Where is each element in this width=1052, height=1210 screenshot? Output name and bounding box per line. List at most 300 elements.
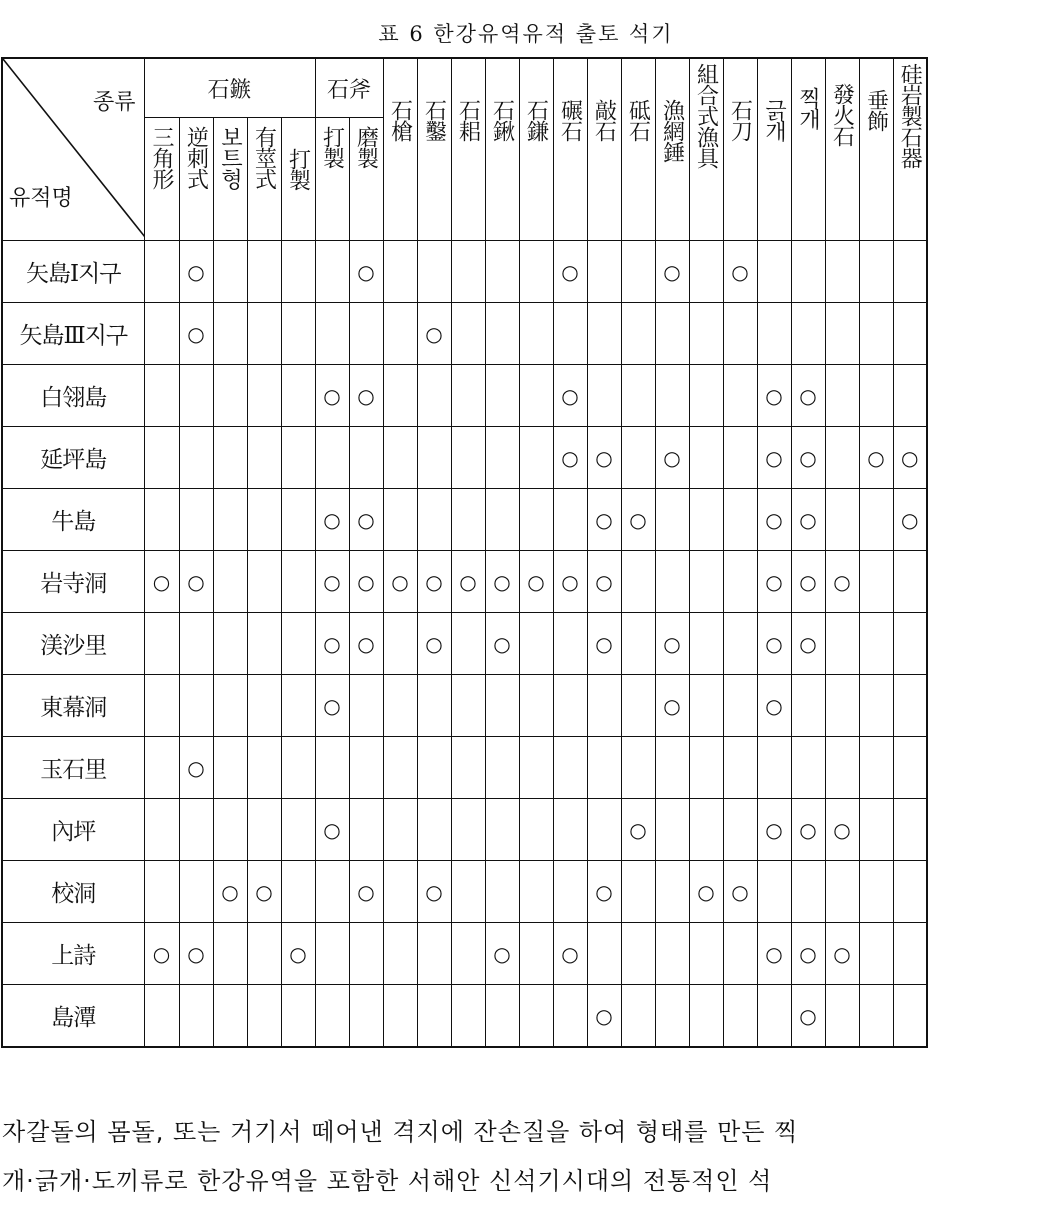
empty-cell (451, 861, 485, 923)
presence-mark-cell: ○ (451, 551, 485, 613)
empty-cell (893, 551, 927, 613)
empty-cell (179, 799, 213, 861)
empty-cell (621, 923, 655, 985)
empty-cell (349, 799, 383, 861)
presence-mark-cell: ○ (757, 551, 791, 613)
empty-cell (689, 365, 723, 427)
empty-cell (451, 985, 485, 1048)
presence-mark-cell: ○ (485, 613, 519, 675)
empty-cell (621, 985, 655, 1048)
empty-cell (213, 489, 247, 551)
group-header-arrowhead: 石鏃 (144, 58, 315, 118)
presence-mark-cell: ○ (179, 923, 213, 985)
site-name-cell: 矢島Ⅰ지구 (2, 241, 144, 303)
empty-cell (519, 303, 553, 365)
presence-mark-cell: ○ (417, 303, 451, 365)
presence-mark-cell: ○ (315, 365, 349, 427)
presence-mark-cell: ○ (315, 551, 349, 613)
empty-cell (791, 675, 825, 737)
empty-cell (519, 489, 553, 551)
empty-cell (553, 489, 587, 551)
empty-cell (791, 303, 825, 365)
empty-cell (859, 737, 893, 799)
empty-cell (349, 737, 383, 799)
sub-header-yuyeong: 有莖式 (247, 118, 281, 241)
presence-mark-cell: ○ (893, 427, 927, 489)
empty-cell (315, 303, 349, 365)
empty-cell (689, 923, 723, 985)
paragraph-line: 자갈돌의 몸돌, 또는 거기서 떼어낸 격지에 잔손질을 하여 형태를 만든 찍 (2, 1118, 799, 1146)
empty-cell (349, 923, 383, 985)
empty-cell (383, 241, 417, 303)
empty-cell (281, 427, 315, 489)
sub-header-samgak: 三角形 (144, 118, 179, 241)
empty-cell (893, 737, 927, 799)
empty-cell (383, 489, 417, 551)
empty-cell (451, 365, 485, 427)
table-row (2, 241, 927, 303)
empty-cell (587, 365, 621, 427)
empty-cell (859, 923, 893, 985)
empty-cell (893, 985, 927, 1048)
empty-cell (213, 241, 247, 303)
empty-cell (247, 613, 281, 675)
empty-cell (757, 737, 791, 799)
empty-cell (825, 737, 859, 799)
presence-mark-cell: ○ (757, 365, 791, 427)
empty-cell (383, 675, 417, 737)
empty-cell (281, 489, 315, 551)
presence-mark-cell: ○ (825, 799, 859, 861)
empty-cell (315, 923, 349, 985)
empty-cell (553, 737, 587, 799)
empty-cell (213, 551, 247, 613)
empty-cell (281, 551, 315, 613)
empty-cell (859, 799, 893, 861)
empty-cell (791, 737, 825, 799)
empty-cell (485, 241, 519, 303)
empty-cell (383, 799, 417, 861)
corner-header-cell (2, 58, 144, 241)
empty-cell (451, 923, 485, 985)
empty-cell (281, 985, 315, 1048)
empty-cell (213, 427, 247, 489)
empty-cell (655, 303, 689, 365)
empty-cell (247, 799, 281, 861)
presence-mark-cell: ○ (315, 675, 349, 737)
col-header-goseok: 敲石 (587, 58, 621, 241)
empty-cell (349, 303, 383, 365)
empty-cell (893, 861, 927, 923)
empty-cell (553, 985, 587, 1048)
corner-type-label: 종류 (92, 90, 136, 115)
empty-cell (247, 675, 281, 737)
presence-mark-cell: ○ (757, 427, 791, 489)
empty-cell (144, 427, 179, 489)
empty-cell (689, 241, 723, 303)
presence-mark-cell: ○ (825, 551, 859, 613)
empty-cell (451, 613, 485, 675)
empty-cell (417, 427, 451, 489)
presence-mark-cell: ○ (587, 427, 621, 489)
empty-cell (315, 427, 349, 489)
empty-cell (893, 303, 927, 365)
presence-mark-cell: ○ (144, 923, 179, 985)
site-name-cell: 白翎島 (2, 365, 144, 427)
presence-mark-cell: ○ (281, 923, 315, 985)
empty-cell (757, 303, 791, 365)
empty-cell (417, 675, 451, 737)
empty-cell (383, 861, 417, 923)
empty-cell (621, 861, 655, 923)
empty-cell (689, 613, 723, 675)
col-header-johap: 組合式漁具 (689, 58, 723, 241)
presence-mark-cell: ○ (179, 551, 213, 613)
col-header-eomangchu: 漁網錘 (655, 58, 689, 241)
presence-mark-cell: ○ (179, 737, 213, 799)
empty-cell (281, 861, 315, 923)
table-row (2, 861, 927, 923)
empty-cell (859, 365, 893, 427)
presence-mark-cell: ○ (893, 489, 927, 551)
presence-mark-cell: ○ (825, 923, 859, 985)
empty-cell (859, 241, 893, 303)
empty-cell (485, 489, 519, 551)
empty-cell (179, 861, 213, 923)
empty-cell (383, 427, 417, 489)
empty-cell (485, 365, 519, 427)
empty-cell (689, 489, 723, 551)
empty-cell (655, 923, 689, 985)
empty-cell (723, 737, 757, 799)
empty-cell (417, 241, 451, 303)
empty-cell (757, 985, 791, 1048)
presence-mark-cell: ○ (791, 923, 825, 985)
empty-cell (315, 985, 349, 1048)
empty-cell (213, 303, 247, 365)
empty-cell (723, 365, 757, 427)
empty-cell (451, 737, 485, 799)
empty-cell (144, 365, 179, 427)
empty-cell (485, 303, 519, 365)
empty-cell (144, 489, 179, 551)
empty-cell (144, 737, 179, 799)
empty-cell (757, 861, 791, 923)
site-name-cell: 延坪島 (2, 427, 144, 489)
empty-cell (247, 985, 281, 1048)
presence-mark-cell: ○ (485, 923, 519, 985)
col-header-gyuam: 硅岩製石器 (893, 58, 927, 241)
presence-mark-cell: ○ (757, 799, 791, 861)
empty-cell (281, 613, 315, 675)
presence-mark-cell: ○ (757, 613, 791, 675)
empty-cell (213, 365, 247, 427)
presence-mark-cell: ○ (553, 551, 587, 613)
presence-mark-cell: ○ (179, 241, 213, 303)
empty-cell (791, 861, 825, 923)
empty-cell (383, 985, 417, 1048)
empty-cell (417, 985, 451, 1048)
empty-cell (655, 489, 689, 551)
presence-mark-cell: ○ (621, 799, 655, 861)
presence-mark-cell: ○ (519, 551, 553, 613)
paragraph-line: 개·긁개·도끼류로 한강유역을 포함한 서해안 신석기시대의 전통적인 석 (2, 1167, 773, 1195)
presence-mark-cell: ○ (417, 551, 451, 613)
empty-cell (859, 551, 893, 613)
col-header-jjikgae: 찍개 (791, 58, 825, 241)
presence-mark-cell: ○ (723, 241, 757, 303)
table-row (2, 613, 927, 675)
col-header-seokchang: 石槍 (383, 58, 417, 241)
table-row (2, 799, 927, 861)
presence-mark-cell: ○ (655, 675, 689, 737)
empty-cell (893, 365, 927, 427)
empty-cell (144, 861, 179, 923)
presence-mark-cell: ○ (485, 551, 519, 613)
empty-cell (825, 489, 859, 551)
site-name-cell: 岩寺洞 (2, 551, 144, 613)
empty-cell (723, 303, 757, 365)
empty-cell (144, 985, 179, 1048)
empty-cell (179, 613, 213, 675)
presence-mark-cell: ○ (791, 985, 825, 1048)
empty-cell (349, 427, 383, 489)
presence-mark-cell: ○ (655, 427, 689, 489)
empty-cell (825, 985, 859, 1048)
empty-cell (247, 737, 281, 799)
col-header-seokchak: 石鑿 (417, 58, 451, 241)
presence-mark-cell: ○ (553, 427, 587, 489)
col-header-susik: 垂飾 (859, 58, 893, 241)
empty-cell (587, 675, 621, 737)
empty-cell (315, 737, 349, 799)
empty-cell (519, 923, 553, 985)
stone-tool-table (1, 57, 928, 1048)
empty-cell (621, 427, 655, 489)
empty-cell (451, 303, 485, 365)
empty-cell (689, 551, 723, 613)
empty-cell (213, 799, 247, 861)
empty-cell (825, 613, 859, 675)
presence-mark-cell: ○ (655, 241, 689, 303)
presence-mark-cell: ○ (144, 551, 179, 613)
empty-cell (144, 303, 179, 365)
group-header-axe: 石斧 (315, 58, 383, 118)
empty-cell (451, 489, 485, 551)
empty-cell (723, 613, 757, 675)
presence-mark-cell: ○ (791, 551, 825, 613)
col-header-geukgae: 긁개 (757, 58, 791, 241)
empty-cell (859, 303, 893, 365)
empty-cell (213, 613, 247, 675)
sub-header-boteu: 보트형 (213, 118, 247, 241)
presence-mark-cell: ○ (315, 489, 349, 551)
empty-cell (655, 551, 689, 613)
empty-cell (349, 675, 383, 737)
empty-cell (281, 241, 315, 303)
empty-cell (451, 427, 485, 489)
site-name-cell: 東幕洞 (2, 675, 144, 737)
empty-cell (621, 241, 655, 303)
table-row (2, 923, 927, 985)
presence-mark-cell: ○ (723, 861, 757, 923)
table-caption: 표 6 한강유역유적 출토 석기 (378, 22, 674, 46)
presence-mark-cell: ○ (587, 613, 621, 675)
empty-cell (213, 923, 247, 985)
presence-mark-cell: ○ (383, 551, 417, 613)
empty-cell (621, 613, 655, 675)
sub-header-axe-maje: 磨製 (349, 118, 383, 241)
empty-cell (859, 861, 893, 923)
presence-mark-cell: ○ (247, 861, 281, 923)
empty-cell (655, 365, 689, 427)
empty-cell (893, 613, 927, 675)
empty-cell (723, 427, 757, 489)
empty-cell (383, 365, 417, 427)
empty-cell (417, 737, 451, 799)
table-body (2, 241, 927, 1048)
empty-cell (281, 799, 315, 861)
empty-cell (791, 241, 825, 303)
empty-cell (757, 241, 791, 303)
empty-cell (179, 489, 213, 551)
empty-cell (519, 613, 553, 675)
site-name-cell: 矢島Ⅲ지구 (2, 303, 144, 365)
empty-cell (825, 365, 859, 427)
table-row (2, 303, 927, 365)
presence-mark-cell: ○ (587, 861, 621, 923)
empty-cell (281, 365, 315, 427)
table-row (2, 985, 927, 1048)
empty-cell (587, 737, 621, 799)
table-row (2, 365, 927, 427)
empty-cell (859, 489, 893, 551)
empty-cell (655, 861, 689, 923)
empty-cell (417, 489, 451, 551)
empty-cell (519, 365, 553, 427)
empty-cell (417, 923, 451, 985)
presence-mark-cell: ○ (417, 613, 451, 675)
presence-mark-cell: ○ (791, 427, 825, 489)
empty-cell (144, 241, 179, 303)
empty-cell (179, 675, 213, 737)
empty-cell (383, 737, 417, 799)
empty-cell (451, 675, 485, 737)
empty-cell (349, 985, 383, 1048)
presence-mark-cell: ○ (349, 489, 383, 551)
empty-cell (621, 675, 655, 737)
presence-mark-cell: ○ (179, 303, 213, 365)
site-name-cell: 島潭 (2, 985, 144, 1048)
presence-mark-cell: ○ (553, 365, 587, 427)
empty-cell (144, 613, 179, 675)
empty-cell (723, 551, 757, 613)
empty-cell (383, 613, 417, 675)
empty-cell (621, 365, 655, 427)
empty-cell (723, 675, 757, 737)
empty-cell (723, 985, 757, 1048)
empty-cell (587, 799, 621, 861)
empty-cell (825, 861, 859, 923)
empty-cell (179, 427, 213, 489)
empty-cell (315, 861, 349, 923)
empty-cell (587, 241, 621, 303)
presence-mark-cell: ○ (655, 613, 689, 675)
presence-mark-cell: ○ (791, 613, 825, 675)
presence-mark-cell: ○ (757, 489, 791, 551)
empty-cell (553, 303, 587, 365)
empty-cell (383, 923, 417, 985)
empty-cell (519, 799, 553, 861)
empty-cell (859, 985, 893, 1048)
site-name-cell: 玉石里 (2, 737, 144, 799)
presence-mark-cell: ○ (315, 613, 349, 675)
empty-cell (859, 675, 893, 737)
empty-cell (553, 613, 587, 675)
empty-cell (825, 427, 859, 489)
empty-cell (893, 241, 927, 303)
empty-cell (213, 675, 247, 737)
empty-cell (825, 303, 859, 365)
empty-cell (281, 303, 315, 365)
empty-cell (485, 427, 519, 489)
col-header-yeonseok: 碾石 (553, 58, 587, 241)
presence-mark-cell: ○ (349, 613, 383, 675)
presence-mark-cell: ○ (349, 241, 383, 303)
table-row (2, 551, 927, 613)
empty-cell (689, 799, 723, 861)
empty-cell (451, 241, 485, 303)
empty-cell (451, 799, 485, 861)
empty-cell (281, 737, 315, 799)
empty-cell (247, 303, 281, 365)
empty-cell (247, 551, 281, 613)
empty-cell (689, 303, 723, 365)
presence-mark-cell: ○ (349, 551, 383, 613)
empty-cell (485, 737, 519, 799)
presence-mark-cell: ○ (349, 365, 383, 427)
site-name-cell: 上詩 (2, 923, 144, 985)
empty-cell (723, 489, 757, 551)
empty-cell (723, 923, 757, 985)
sub-header-tajeje: 打製 (281, 118, 315, 241)
empty-cell (893, 799, 927, 861)
empty-cell (621, 303, 655, 365)
empty-cell (689, 675, 723, 737)
empty-cell (485, 799, 519, 861)
empty-cell (621, 551, 655, 613)
empty-cell (553, 675, 587, 737)
corner-site-label: 유적명 (9, 186, 73, 211)
empty-cell (247, 365, 281, 427)
empty-cell (485, 985, 519, 1048)
empty-cell (179, 985, 213, 1048)
empty-cell (689, 985, 723, 1048)
col-header-seokdo: 石刀 (723, 58, 757, 241)
presence-mark-cell: ○ (587, 551, 621, 613)
empty-cell (213, 985, 247, 1048)
empty-cell (519, 241, 553, 303)
empty-cell (213, 737, 247, 799)
presence-mark-cell: ○ (417, 861, 451, 923)
presence-mark-cell: ○ (213, 861, 247, 923)
col-header-jiseok: 砥石 (621, 58, 655, 241)
empty-cell (144, 799, 179, 861)
empty-cell (247, 427, 281, 489)
empty-cell (723, 799, 757, 861)
empty-cell (587, 303, 621, 365)
empty-cell (519, 427, 553, 489)
